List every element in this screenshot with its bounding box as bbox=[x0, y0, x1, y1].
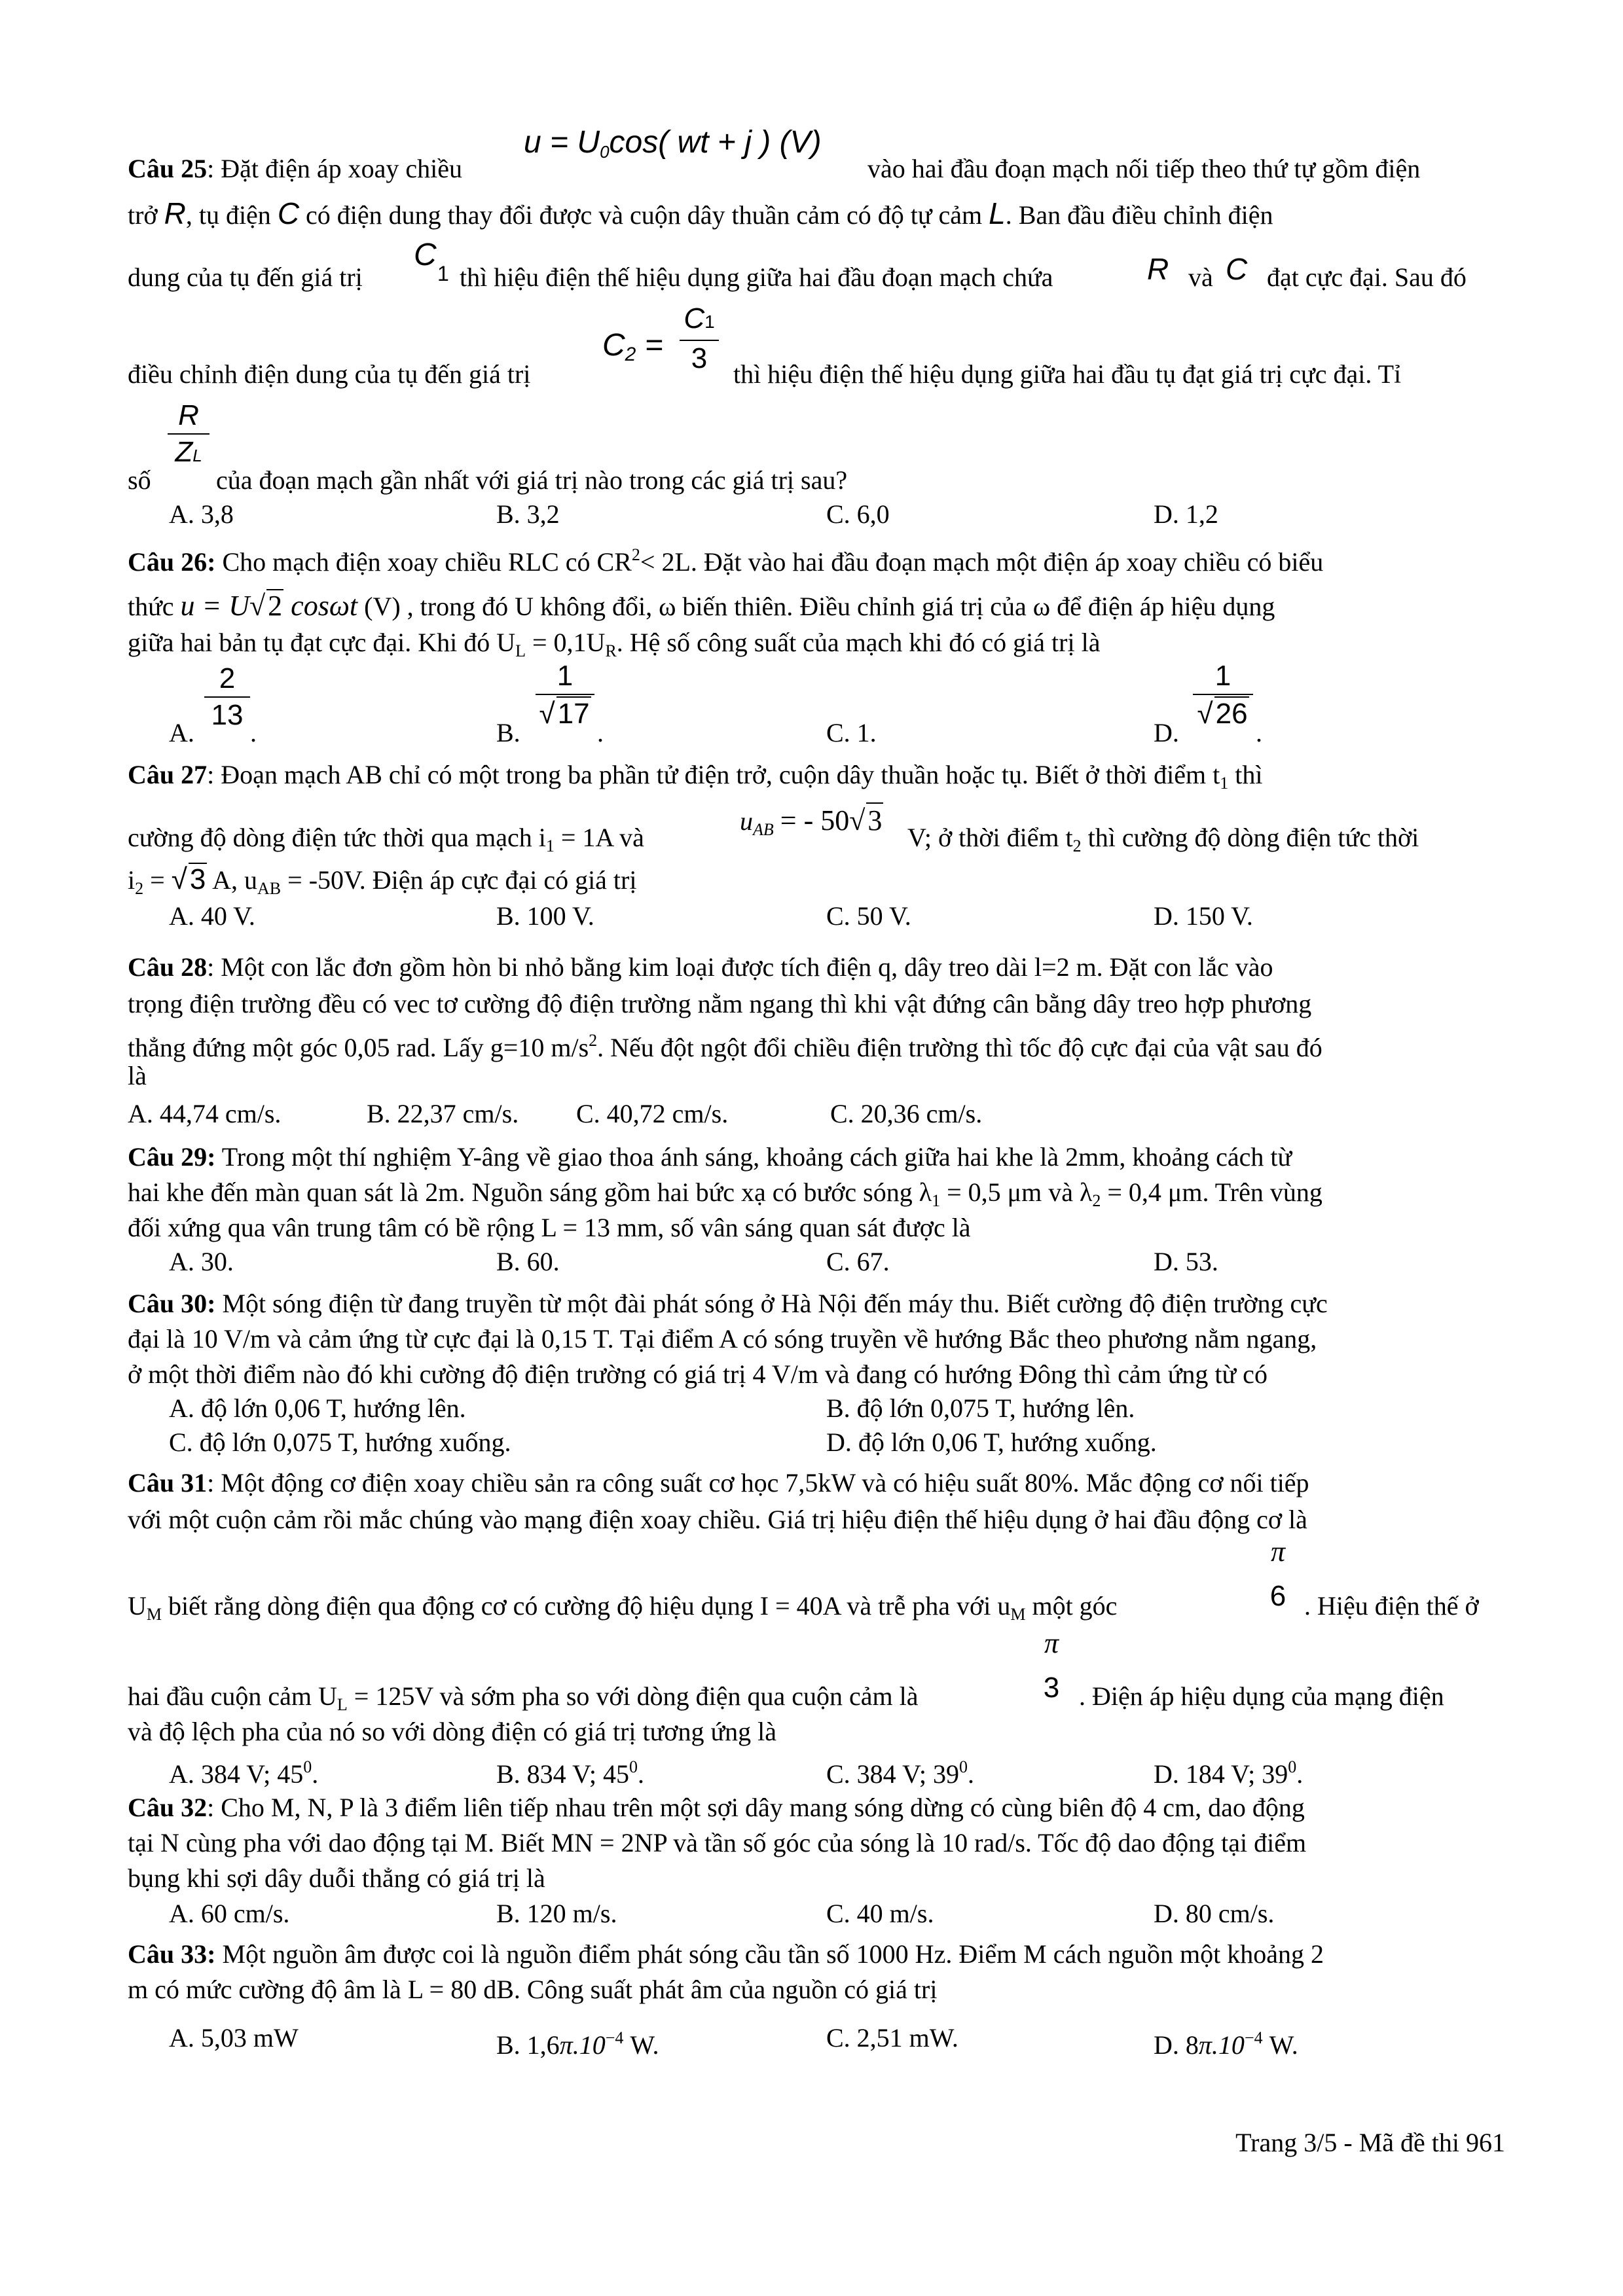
q25-line5a: số bbox=[128, 465, 151, 495]
q25-line1b: vào hai đầu đoạn mạch nối tiếp theo thứ tự gồm điện bbox=[867, 154, 1421, 183]
q27-line3a: i bbox=[128, 865, 136, 895]
q31-line3sub2: M bbox=[1010, 1605, 1026, 1624]
q25-L: L bbox=[989, 196, 1006, 230]
q25-C1-letter: C bbox=[414, 238, 437, 272]
q30-line1 bbox=[128, 1288, 1503, 1319]
q32-line3: bụng khi sợi dây duỗi thẳng có giá trị là bbox=[128, 1863, 545, 1893]
q28-line3sup: 2 bbox=[589, 1031, 598, 1050]
q26-d-num: 1 bbox=[1214, 660, 1231, 692]
q27-uab-sub: AB bbox=[753, 820, 774, 839]
q32-line1 bbox=[128, 1792, 1503, 1823]
q26-line3c: . Hệ số công suất của mạch khi đó có giá trị là bbox=[616, 628, 1101, 657]
q25-option-d: D. 1,2 bbox=[1154, 499, 1218, 529]
q31-opt-b-dot: . bbox=[638, 1759, 644, 1789]
q25-line5b: của đoạn mạch gần nhất với giá trị nào trong các giá trị sau? bbox=[216, 465, 848, 495]
q28-line1a: : Một con lắc đơn gồm hòn bi nhỏ bằng kim loại được tích điện q, dây treo dài l=2 m. Đặt con lắc vào bbox=[207, 952, 1273, 982]
q31-opt-c-deg: 0 bbox=[959, 1757, 968, 1776]
q32-option-a: A. 60 cm/s. bbox=[169, 1899, 290, 1928]
q30-line2: đại là 10 V/m và cảm ứng từ cực đại là 0,15 T. Tại điểm A có sóng truyền về hướng Bắc theo phương nằm ngang, bbox=[128, 1324, 1317, 1354]
q32-line2: tại N cùng pha với dao động tại M. Biết MN = 2NP và tần số góc của sóng là 10 rad/s. Tốc độ dao động tại điểm bbox=[128, 1828, 1307, 1857]
q28-line3a: thẳng đứng một góc 0,05 rad. Lấy g=10 m/s bbox=[128, 1033, 589, 1062]
q26-line1b: < 2L. Đặt vào hai đầu đoạn mạch một điện áp xoay chiều có biểu bbox=[640, 547, 1324, 577]
q27-line2sub2: 2 bbox=[1072, 836, 1082, 855]
q33-opt-b-expr: π.10 bbox=[559, 2030, 606, 2060]
q25-formula-a: u = U bbox=[524, 125, 600, 160]
q33-opt-d-sup: −4 bbox=[1244, 2028, 1263, 2047]
q33-line2: m có mức cường độ âm là L = 80 dB. Công suất phát âm của nguồn có giá trị bbox=[128, 1975, 938, 2004]
q31-line3d: . Hiệu điện thế ở bbox=[1304, 1591, 1479, 1621]
q31-line3 bbox=[128, 1590, 1503, 1630]
q25-ratio-fraction bbox=[168, 399, 210, 472]
q30-line1a: Một sóng điện từ đang truyền từ một đài phát sóng ở Hà Nội đến máy thu. Biết cường độ điện trường cực bbox=[215, 1289, 1328, 1318]
q26-option-a-dot: . bbox=[250, 718, 257, 747]
q31-opt-d-deg: 0 bbox=[1288, 1757, 1297, 1776]
q26-formula-a: u = U bbox=[180, 590, 250, 622]
q25-line3-C: C bbox=[1226, 252, 1248, 286]
q25-line4b: thì hiệu điện thế hiệu dụng giữa hai đầu tụ đạt giá trị cực đại. Tỉ bbox=[733, 359, 1402, 389]
q32-line1a: : Cho M, N, P là 3 điểm liên tiếp nhau trên một sợi dây mang sóng dừng có cùng biên độ 4 cm, dao động bbox=[207, 1793, 1305, 1822]
q29-line2 bbox=[128, 1177, 1503, 1217]
q26-b-den: √17 bbox=[539, 698, 590, 730]
q26-a-num: 2 bbox=[219, 662, 236, 694]
q27-line2c-text: V; ở thời điểm t bbox=[907, 823, 1073, 852]
q27-label: Câu 27 bbox=[128, 760, 208, 789]
q25-line3a: dung của tụ đến giá trị bbox=[128, 262, 363, 292]
q28-option-d: C. 20,36 cm/s. bbox=[830, 1099, 983, 1128]
q31-opt-d-text: D. 184 V; 39 bbox=[1154, 1759, 1288, 1789]
q25-line2b: , tụ điện bbox=[185, 200, 271, 230]
q25-frac-num bbox=[680, 302, 719, 338]
q28-label: Câu 28 bbox=[128, 952, 208, 982]
q31-line3b: biết rằng dòng điện qua động cơ có cường độ hiệu dụng I = 40A và trễ pha với u bbox=[162, 1591, 1011, 1621]
q26-line1 bbox=[128, 539, 1503, 578]
q29-option-b: B. 60. bbox=[496, 1247, 560, 1276]
q27-line3sub2: AB bbox=[257, 879, 282, 898]
q25-line2 bbox=[128, 198, 1503, 231]
q27-sqrt3: 3 bbox=[866, 802, 883, 837]
q32-option-d: D. 80 cm/s. bbox=[1154, 1899, 1275, 1928]
q26-option-a-fraction bbox=[204, 662, 250, 732]
q30-option-d: D. độ lớn 0,06 T, hướng xuống. bbox=[826, 1427, 1157, 1457]
q25-formula-b: cos( wt + j ) (V) bbox=[609, 125, 822, 160]
q27-line3b: = bbox=[143, 865, 165, 895]
q25-line3b bbox=[460, 262, 1053, 293]
q33-option-d bbox=[1154, 2022, 1298, 2061]
q27-option-d: D. 150 V. bbox=[1154, 901, 1253, 931]
q27-option-c: C. 50 V. bbox=[826, 901, 911, 931]
q31-six: 6 bbox=[1269, 1580, 1286, 1612]
q25-line4a: điều chỉnh điện dung của tụ đến giá trị bbox=[128, 359, 531, 389]
q28-line3 bbox=[128, 1025, 1503, 1064]
q25-ratio-num: R bbox=[178, 399, 199, 431]
q31-line3c: một góc bbox=[1025, 1591, 1118, 1621]
q33-line1 bbox=[128, 1939, 1503, 1970]
q29-option-a: A. 30. bbox=[169, 1247, 234, 1276]
q31-option-a bbox=[169, 1751, 318, 1790]
q28-option-c: C. 40,72 cm/s. bbox=[576, 1099, 729, 1128]
q26-b-den-val: 17 bbox=[557, 698, 590, 730]
q29-line2c: = 0,4 μm. Trên vùng bbox=[1101, 1177, 1322, 1207]
q25-frac-bar bbox=[680, 340, 719, 341]
q27-line3sub: 2 bbox=[135, 879, 144, 898]
q32-label: Câu 32 bbox=[128, 1793, 208, 1822]
q25-frac-den: 3 bbox=[691, 342, 708, 374]
q28-line4: là bbox=[128, 1061, 147, 1090]
q26-option-b-fraction bbox=[536, 660, 594, 730]
q29-line2sub1: 1 bbox=[932, 1191, 941, 1210]
q25-line3b-text: thì hiệu điện thế hiệu dụng giữa hai đầu đoạn mạch chứa bbox=[460, 262, 1053, 292]
q31-line2: với một cuộn cảm rồi mắc chúng vào mạng điện xoay chiều. Giá trị hiệu điện thế hiệu dụng ở hai đầu động cơ là bbox=[128, 1505, 1307, 1534]
q31-option-c bbox=[826, 1751, 974, 1790]
q25-C1-sub: 1 bbox=[437, 262, 449, 285]
q31-line5: và độ lệch pha của nó so với dòng điện có giá trị tương ứng là bbox=[128, 1717, 776, 1746]
q29-line2b: = 0,5 μm và λ bbox=[940, 1177, 1093, 1207]
q30-option-a: A. độ lớn 0,06 T, hướng lên. bbox=[169, 1393, 466, 1423]
q25-C2-sub: 2 bbox=[625, 344, 636, 365]
q26-line1a: Cho mạch điện xoay chiều RLC có CR bbox=[215, 547, 632, 577]
q29-line1 bbox=[128, 1141, 1503, 1173]
q26-a-den: 13 bbox=[211, 699, 244, 731]
q30-label: Câu 30: bbox=[128, 1289, 216, 1318]
q31-option-d bbox=[1154, 1751, 1303, 1790]
q26-b-bar bbox=[536, 694, 594, 695]
q31-opt-a-dot: . bbox=[312, 1759, 319, 1789]
q33-option-c: C. 2,51 mW. bbox=[826, 2023, 958, 2053]
q33-option-b bbox=[496, 2022, 659, 2061]
q33-line1a: Một nguồn âm được coi là nguồn điểm phát sóng cầu tần số 1000 Hz. Điểm M cách nguồn một khoảng 2 bbox=[215, 1939, 1324, 1969]
q29-line1a: Trong một thí nghiệm Y-âng về giao thoa ánh sáng, khoảng cách giữa hai khe là 2mm, khoảng cách từ bbox=[215, 1142, 1292, 1172]
q29-line2sub2: 2 bbox=[1092, 1191, 1101, 1210]
q31-line3a: U bbox=[128, 1591, 147, 1621]
q25-formula-sub: 0 bbox=[600, 142, 610, 162]
q26-line2a: thức bbox=[128, 592, 174, 621]
q27-option-a: A. 40 V. bbox=[169, 901, 255, 931]
q25-line3-R: R bbox=[1147, 252, 1169, 286]
q26-line3 bbox=[128, 627, 1503, 667]
q33-opt-d-expr: π.10 bbox=[1198, 2030, 1245, 2060]
q25-option-b: B. 3,2 bbox=[496, 499, 560, 529]
q26-formula: u = U√2 cosωt bbox=[180, 590, 358, 622]
q27-line3: $i_2 = √3$ A, $u_{AB} = -50V$. Điện áp cực đại có giá trị bbox=[128, 863, 637, 898]
q31-label: Câu 31 bbox=[128, 1468, 208, 1498]
q31-opt-d-dot: . bbox=[1296, 1759, 1304, 1789]
q25-line2d: . Ban đầu điều chỉnh điện bbox=[1005, 200, 1273, 230]
q33-label: Câu 33: bbox=[128, 1939, 216, 1969]
q25-ratio-den-sub: L bbox=[192, 446, 202, 465]
q31-option-b bbox=[496, 1751, 644, 1790]
q32-option-c: C. 40 m/s. bbox=[826, 1899, 934, 1928]
q28-option-b: B. 22,37 cm/s. bbox=[367, 1099, 519, 1128]
q31-opt-c-dot: . bbox=[968, 1759, 974, 1789]
q33-opt-b-sup: −4 bbox=[605, 2028, 624, 2047]
q25-eq: = bbox=[644, 328, 663, 363]
q25-ratio-bar bbox=[168, 433, 210, 435]
q31-line1 bbox=[128, 1467, 1503, 1499]
q26-option-b-dot: . bbox=[597, 718, 604, 747]
q26-line2 bbox=[128, 589, 1503, 622]
q29-line3: đối xứng qua vân trung tâm có bề rộng L = 13 mm, số vân sáng quan sát được là bbox=[128, 1213, 971, 1242]
q26-option-d-dot: . bbox=[1256, 718, 1262, 747]
q32-option-b: B. 120 m/s. bbox=[496, 1899, 617, 1928]
q26-formula-b: cosωt bbox=[291, 590, 358, 622]
q28-line3b: . Nếu đột ngột đổi chiều điện trường thì tốc độ cực đại của vật sau đó bbox=[597, 1033, 1322, 1062]
q26-b-num: 1 bbox=[556, 660, 574, 692]
q27-uab-val: = - 50 bbox=[780, 804, 850, 836]
q27-uab-formula: $u_{AB}$ = - 50√3 bbox=[740, 802, 883, 840]
q26-line3b: = 0,1U bbox=[525, 628, 606, 657]
q33-opt-d-text: D. 8 bbox=[1154, 2030, 1199, 2060]
q26-option-d-fraction bbox=[1193, 660, 1253, 730]
q31-pi-2: π bbox=[1044, 1627, 1059, 1659]
q27-line2sub: 1 bbox=[545, 836, 555, 855]
q26-option-d-label: D. bbox=[1154, 718, 1179, 747]
q25-option-c: C. 6,0 bbox=[826, 499, 890, 529]
q33-opt-b-text: B. 1,6 bbox=[496, 2030, 560, 2060]
q26-d-bar bbox=[1193, 694, 1253, 695]
q27-line3-sqrt3: 3 bbox=[189, 863, 206, 895]
q27-line2b: = 1A và bbox=[554, 823, 644, 852]
q27-line1b: thì bbox=[1228, 760, 1263, 789]
q31-three: 3 bbox=[1043, 1672, 1060, 1704]
q31-line1a: : Một động cơ điện xoay chiều sản ra công suất cơ học 7,5kW và có hiệu suất 80%. Mắc động cơ nối tiếp bbox=[207, 1468, 1309, 1498]
q26-option-b-label: B. bbox=[496, 718, 520, 747]
q25-label: Câu 25 bbox=[128, 154, 208, 183]
q26-line3sub2: R bbox=[605, 641, 617, 660]
q26-d-den-val: 26 bbox=[1215, 698, 1248, 730]
q31-line3sub1: M bbox=[146, 1605, 162, 1624]
q27-line3c: A, u bbox=[212, 865, 258, 895]
q26-sqrt: 2 bbox=[268, 590, 283, 622]
q31-opt-c-text: C. 384 V; 39 bbox=[826, 1759, 959, 1789]
q30-option-b: B. độ lớn 0,075 T, hướng lên. bbox=[826, 1393, 1135, 1423]
q27-option-b: B. 100 V. bbox=[496, 901, 594, 931]
q29-option-d: D. 53. bbox=[1154, 1247, 1218, 1276]
q25-frac-num-sub: 1 bbox=[704, 312, 715, 332]
page-footer: Trang 3/5 - Mã đề thi 961 bbox=[1235, 2128, 1505, 2157]
q31-line4c: . Điện áp hiệu dụng của mạng điện bbox=[1079, 1681, 1444, 1711]
q25-line2a: trở bbox=[128, 200, 158, 230]
q26-label: Câu 26: bbox=[128, 547, 216, 577]
q31-opt-b-text: B. 834 V; 45 bbox=[496, 1759, 629, 1789]
q26-line3a: giữa hai bản tụ đạt cực đại. Khi đó U bbox=[128, 628, 516, 657]
q33-option-a: A. 5,03 mW bbox=[169, 2023, 299, 2053]
q26-sup: 2 bbox=[631, 545, 640, 564]
q25-line2c: có điện dung thay đổi được và cuộn dây thuần cảm có độ tự cảm bbox=[306, 200, 983, 230]
q26-line2b: (V) , trong đó U không đổi, ω biến thiên. Điều chỉnh giá trị của ω để điện áp hiệu dụng bbox=[364, 592, 1275, 621]
q31-opt-a-deg: 0 bbox=[303, 1757, 312, 1776]
q25-line3c: và bbox=[1188, 262, 1213, 292]
q26-option-c: C. 1. bbox=[826, 718, 877, 747]
q26-option-a-label: A. bbox=[169, 718, 194, 747]
q26-line3sub1: L bbox=[515, 641, 526, 660]
q31-line4b: = 125V và sớm pha so với dòng điện qua cuộn cảm là bbox=[347, 1681, 919, 1711]
q27-line2a: cường độ dòng điện tức thời qua mạch i bbox=[128, 823, 546, 852]
q25-ratio-den-letter: Z bbox=[175, 436, 193, 468]
q30-line3: ở một thời điểm nào đó khi cường độ điện trường có giá trị 4 V/m và đang có hướng Đông thì cảm ứng từ có bbox=[128, 1359, 1267, 1389]
q33-opt-b-unit: W. bbox=[623, 2030, 659, 2060]
q31-line4sub: L bbox=[337, 1695, 348, 1714]
q25-C: C bbox=[277, 196, 300, 230]
q28-line2: trọng điện trường đều có vec tơ cường độ điện trường nằm ngang thì khi vật đứng cân bằng dây treo hợp phương bbox=[128, 989, 1312, 1018]
q27-line1a: : Đoạn mạch AB chỉ có một trong ba phần tử điện trở, cuộn dây thuần hoặc tụ. Biết ở thời điểm t bbox=[207, 760, 1220, 789]
q25-R: R bbox=[164, 196, 186, 230]
q30-option-c: C. độ lớn 0,075 T, hướng xuống. bbox=[169, 1427, 511, 1457]
q27-line3d: = -50V. Điện áp cực đại có giá trị bbox=[281, 865, 637, 895]
q29-line2a: hai khe đến màn quan sát là 2m. Nguồn sáng gồm hai bức xạ có bước sóng λ bbox=[128, 1177, 932, 1207]
q31-line4a: hai đầu cuộn cảm U bbox=[128, 1681, 337, 1711]
q25-line3d: đạt cực đại. Sau đó bbox=[1267, 262, 1467, 292]
q29-option-c: C. 67. bbox=[826, 1247, 890, 1276]
q29-label: Câu 29: bbox=[128, 1142, 216, 1172]
q25-option-a: A. 3,8 bbox=[169, 499, 234, 529]
q27-line2d: thì cường độ dòng điện tức thời bbox=[1081, 823, 1419, 852]
q28-line1 bbox=[128, 952, 1503, 983]
q25-frac-num-letter: C bbox=[684, 302, 705, 334]
q26-d-den: √26 bbox=[1197, 698, 1248, 730]
q31-opt-b-deg: 0 bbox=[629, 1757, 638, 1776]
q27-line1sub: 1 bbox=[1220, 774, 1229, 793]
q27-line1 bbox=[128, 759, 1503, 799]
q27-line2c bbox=[907, 822, 1419, 862]
q26-a-bar bbox=[204, 696, 250, 698]
q25-C2-letter: C bbox=[602, 328, 625, 363]
q25-line1a: : Đặt điện áp xoay chiều bbox=[207, 154, 463, 183]
q28-option-a: A. 44,74 cm/s. bbox=[128, 1099, 282, 1128]
q31-pi: π bbox=[1270, 1535, 1286, 1568]
q33-opt-d-unit: W. bbox=[1262, 2030, 1298, 2060]
q31-opt-a-text: A. 384 V; 45 bbox=[169, 1759, 304, 1789]
q27-uab: u bbox=[740, 806, 753, 836]
